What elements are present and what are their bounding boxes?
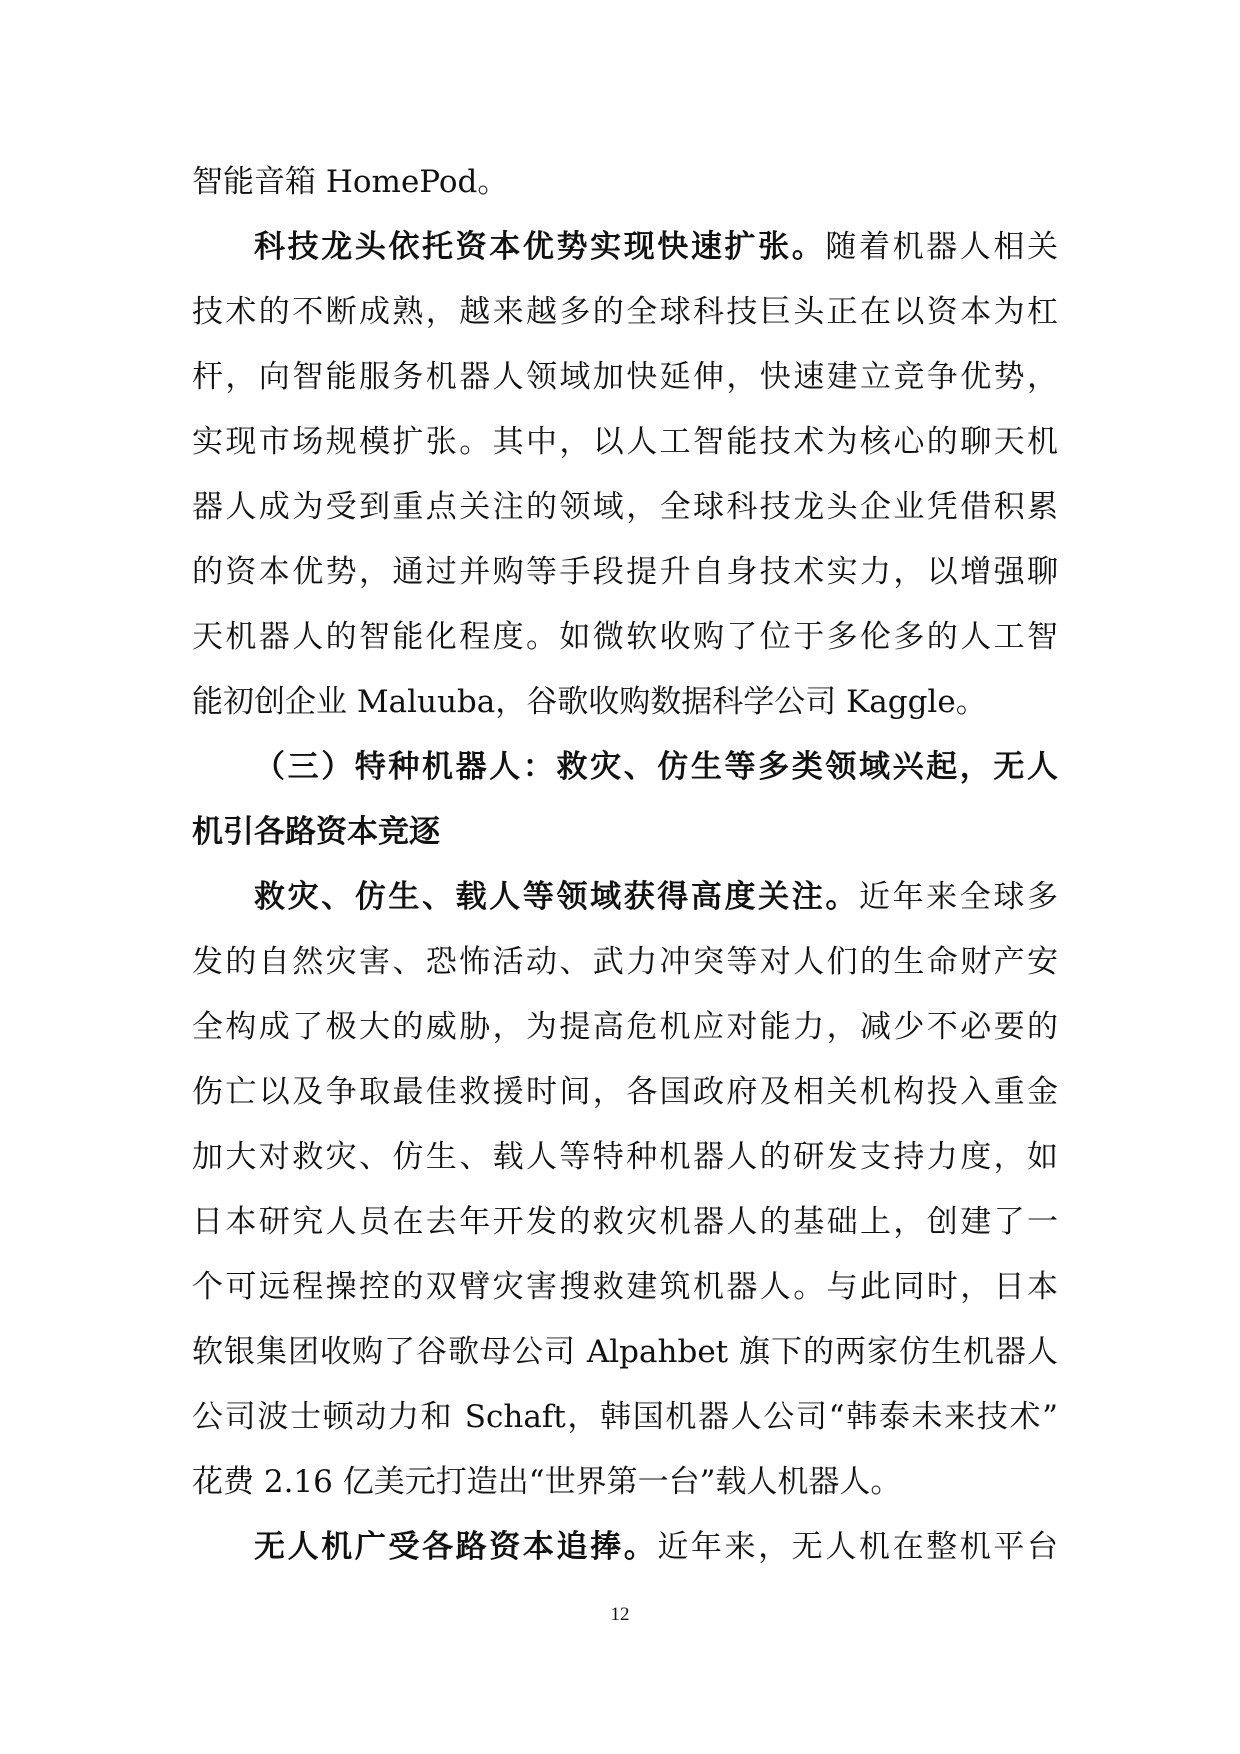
text-line: [192, 410, 1058, 475]
text-line: [192, 540, 1058, 605]
text-line: [192, 1450, 1058, 1515]
paragraph-start: [192, 1515, 1058, 1580]
text-line: [192, 1125, 1058, 1190]
paragraph-lead: 科技龙头依托资本优势实现快速扩张。: [254, 229, 826, 265]
paragraph-start: [192, 215, 1058, 280]
line-text: 日本研究人员在去年开发的救灾机器人的基础上，创建了一: [192, 1204, 1058, 1240]
section-heading: [192, 800, 1058, 865]
line-text: 个可远程操控的双臂灾害搜救建筑机器人。与此同时，日本: [192, 1269, 1058, 1305]
text-line: [192, 930, 1058, 995]
text-line: [192, 1060, 1058, 1125]
paragraph-lead: 救灾、仿生、载人等领域获得高度关注。: [254, 879, 859, 915]
text-line: [192, 1255, 1058, 1320]
line-text: 天机器人的智能化程度。如微软收购了位于多伦多的人工智: [192, 619, 1058, 655]
line-text: 杆，向智能服务机器人领域加快延伸，快速建立竞争优势，: [192, 359, 1058, 395]
paragraph-start: [192, 865, 1058, 930]
text-line: [192, 670, 1058, 735]
line-text: 能初创企业 Maluuba，谷歌收购数据科学公司 Kaggle。: [192, 684, 987, 720]
line-text: 实现市场规模扩张。其中，以人工智能技术为核心的聊天机: [192, 424, 1058, 460]
line-text: 随着机器人相关: [825, 229, 1059, 265]
line-text: 技术的不断成熟，越来越多的全球科技巨头正在以资本为杠: [192, 294, 1058, 330]
line-text: 花费 2.16 亿美元打造出“世界第一台”载人机器人。: [192, 1464, 902, 1500]
line-text: 近年来全球多: [858, 879, 1059, 915]
paragraph-lead: 无人机广受各路资本追捧。: [254, 1529, 658, 1565]
line-text: 软银集团收购了谷歌母公司 Alpahbet 旗下的两家仿生机器人: [192, 1334, 1058, 1370]
line-text: 器人成为受到重点关注的领域，全球科技龙头企业凭借积累: [192, 489, 1058, 525]
text-line: [192, 605, 1058, 670]
text-line: [192, 280, 1058, 345]
section-heading: [192, 735, 1058, 800]
page-number: 12: [610, 1604, 630, 1625]
text-line: [192, 1320, 1058, 1385]
section-heading-text: 机引各路资本竞逐: [192, 814, 440, 850]
line-text: 伤亡以及争取最佳救援时间，各国政府及相关机构投入重金: [192, 1074, 1058, 1110]
line-text: 近年来，无人机在整机平台: [657, 1529, 1059, 1565]
line-text: 全构成了极大的威胁，为提高危机应对能力，减少不必要的: [192, 1009, 1058, 1045]
text-line: [192, 475, 1058, 540]
section-heading-text: （三）特种机器人：救灾、仿生等多类领域兴起，无人: [254, 749, 1058, 785]
text-line: [192, 150, 1058, 215]
line-text: 加大对救灾、仿生、载人等特种机器人的研发支持力度，如: [192, 1139, 1058, 1175]
line-text: 公司波士顿动力和 Schaft，韩国机器人公司“韩泰未来技术”: [192, 1399, 1058, 1435]
line-text: 智能音箱 HomePod。: [192, 164, 509, 200]
text-line: [192, 345, 1058, 410]
line-text: 发的自然灾害、恐怖活动、武力冲突等对人们的生命财产安: [192, 944, 1058, 980]
body-text: [192, 150, 1058, 1580]
line-text: 的资本优势，通过并购等手段提升自身技术实力，以增强聊: [192, 554, 1058, 590]
text-line: [192, 1385, 1058, 1450]
text-line: [192, 995, 1058, 1060]
text-line: [192, 1190, 1058, 1255]
